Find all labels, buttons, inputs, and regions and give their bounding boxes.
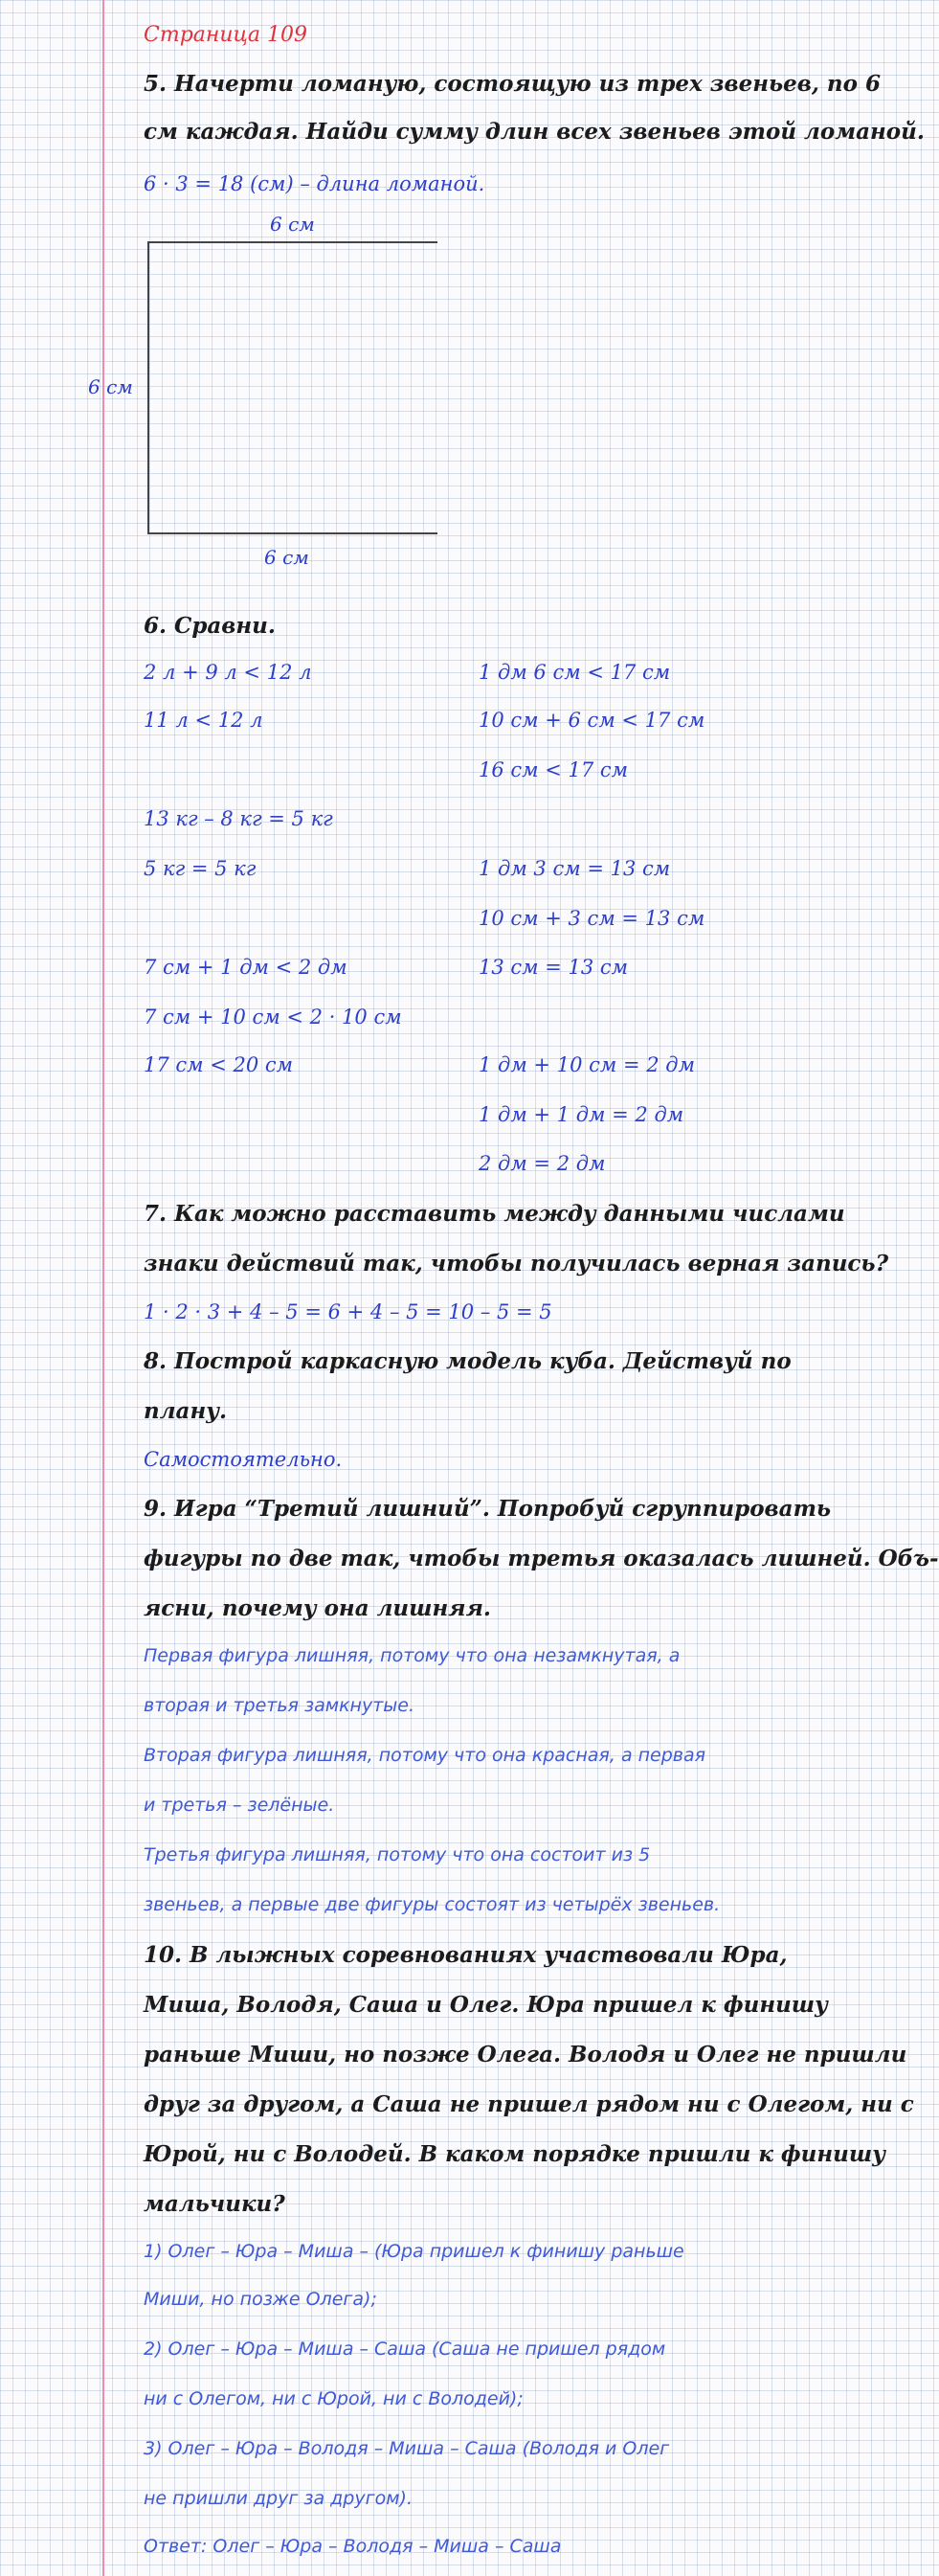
task10-line-6: мальчики? — [144, 2191, 285, 2217]
task9-answer-1: Первая фигура лишняя, потому что она незамкнутая, а — [144, 1645, 681, 1666]
task6-left-6: 7 см + 10 см < 2 · 10 см — [144, 1006, 402, 1028]
task9-answer-6: звеньев, а первые две фигуры состоят из четырёх звеньев. — [144, 1894, 721, 1915]
task6-left-3: 13 кг – 8 кг = 5 кг — [144, 807, 333, 830]
task7-line-2: знаки действий так, чтобы получилась верная запись? — [144, 1251, 889, 1277]
task6-right-9: 2 дм = 2 дм — [479, 1152, 606, 1175]
task6-right-6: 13 см = 13 см — [479, 956, 629, 979]
task10-line-5: Юрой, ни с Володей. В каком порядке пришли к финишу — [144, 2141, 885, 2167]
task9-line-1: 9. Игра “Третий лишний”. Попробуй сгруппировать — [144, 1496, 832, 1522]
polyline-label-bottom: 6 см — [264, 546, 309, 569]
task10-line-2: Миша, Володя, Саша и Олег. Юра пришел к финишу — [144, 1992, 828, 2018]
polyline-label-left: 6 см — [88, 375, 133, 398]
task9-line-2: фигуры по две так, чтобы третья оказалась лишней. Объ- — [144, 1546, 939, 1571]
task10-answer-1: 1) Олег – Юра – Миша – (Юра пришел к финишу раньше — [144, 2241, 684, 2262]
task7-line-1: 7. Как можно расставить между данными числами — [144, 1201, 845, 1227]
task10-line-3: раньше Миши, но позже Олега. Володя и Олег не пришли — [144, 2042, 907, 2068]
task10-answer-3: 2) Олег – Юра – Миша – Саша (Саша не пришел рядом — [144, 2339, 666, 2360]
task10-answer-2: Миши, но позже Олега); — [144, 2289, 377, 2310]
task6-right-2: 10 см + 6 см < 17 см — [479, 709, 705, 732]
task9-answer-2: вторая и третья замкнутые. — [144, 1695, 415, 1716]
task7-answer: 1 · 2 · 3 + 4 – 5 = 6 + 4 – 5 = 10 – 5 = 5 — [144, 1300, 552, 1323]
task10-line-4: друг за другом, а Саша не пришел рядом ни с Олегом, ни с — [144, 2091, 914, 2117]
task6-left-1: 2 л + 9 л < 12 л — [144, 661, 312, 684]
task9-answer-5: Третья фигура лишняя, потому что она состоит из 5 — [144, 1844, 651, 1865]
task6-title: 6. Сравни. — [144, 613, 276, 639]
task9-answer-3: Вторая фигура лишняя, потому что она красная, а первая — [144, 1745, 706, 1766]
task10-line-1: 10. В лыжных соревнованиях участвовали Юра, — [144, 1942, 788, 1968]
task9-answer-4: и третья – зелёные. — [144, 1795, 335, 1816]
task10-answer-5: 3) Олег – Юра – Володя – Миша – Саша (Володя и Олег — [144, 2438, 670, 2459]
task6-right-8: 1 дм + 1 дм = 2 дм — [479, 1103, 684, 1126]
task10-final-answer: Ответ: Олег – Юра – Володя – Миша – Саша — [144, 2536, 562, 2557]
task6-right-5: 10 см + 3 см = 13 см — [479, 907, 705, 930]
task6-right-1: 1 дм 6 см < 17 см — [479, 661, 671, 684]
task10-answer-4: ни с Олегом, ни с Юрой, ни с Володей); — [144, 2388, 524, 2409]
task8-line-2: плану. — [144, 1398, 227, 1424]
task8-line-1: 8. Построй каркасную модель куба. Действуй по — [144, 1348, 792, 1374]
task6-left-5: 7 см + 1 дм < 2 дм — [144, 956, 347, 979]
polyline-figure — [0, 0, 766, 575]
task6-right-7: 1 дм + 10 см = 2 дм — [479, 1053, 695, 1076]
task6-left-4: 5 кг = 5 кг — [144, 857, 257, 880]
polyline-label-top: 6 см — [270, 213, 315, 236]
task6-right-4: 1 дм 3 см = 13 см — [479, 857, 671, 880]
task6-left-7: 17 см < 20 см — [144, 1053, 294, 1076]
polyline-shape — [148, 242, 437, 533]
task6-right-3: 16 см < 17 см — [479, 758, 629, 781]
task5-answer: 6 · 3 = 18 (см) – длина ломаной. — [144, 172, 485, 195]
task5-line-1: 5. Начерти ломаную, состоящую из трех звеньев, по 6 — [144, 71, 881, 97]
task8-answer: Самостоятельно. — [144, 1448, 343, 1471]
task9-line-3: ясни, почему она лишняя. — [144, 1595, 491, 1621]
task5-line-2: см каждая. Найди сумму длин всех звеньев этой ломаной. — [144, 119, 925, 145]
task10-answer-6: не пришли друг за другом). — [144, 2488, 413, 2509]
task6-left-2: 11 л < 12 л — [144, 709, 263, 732]
page-title: Страница 109 — [144, 23, 308, 47]
